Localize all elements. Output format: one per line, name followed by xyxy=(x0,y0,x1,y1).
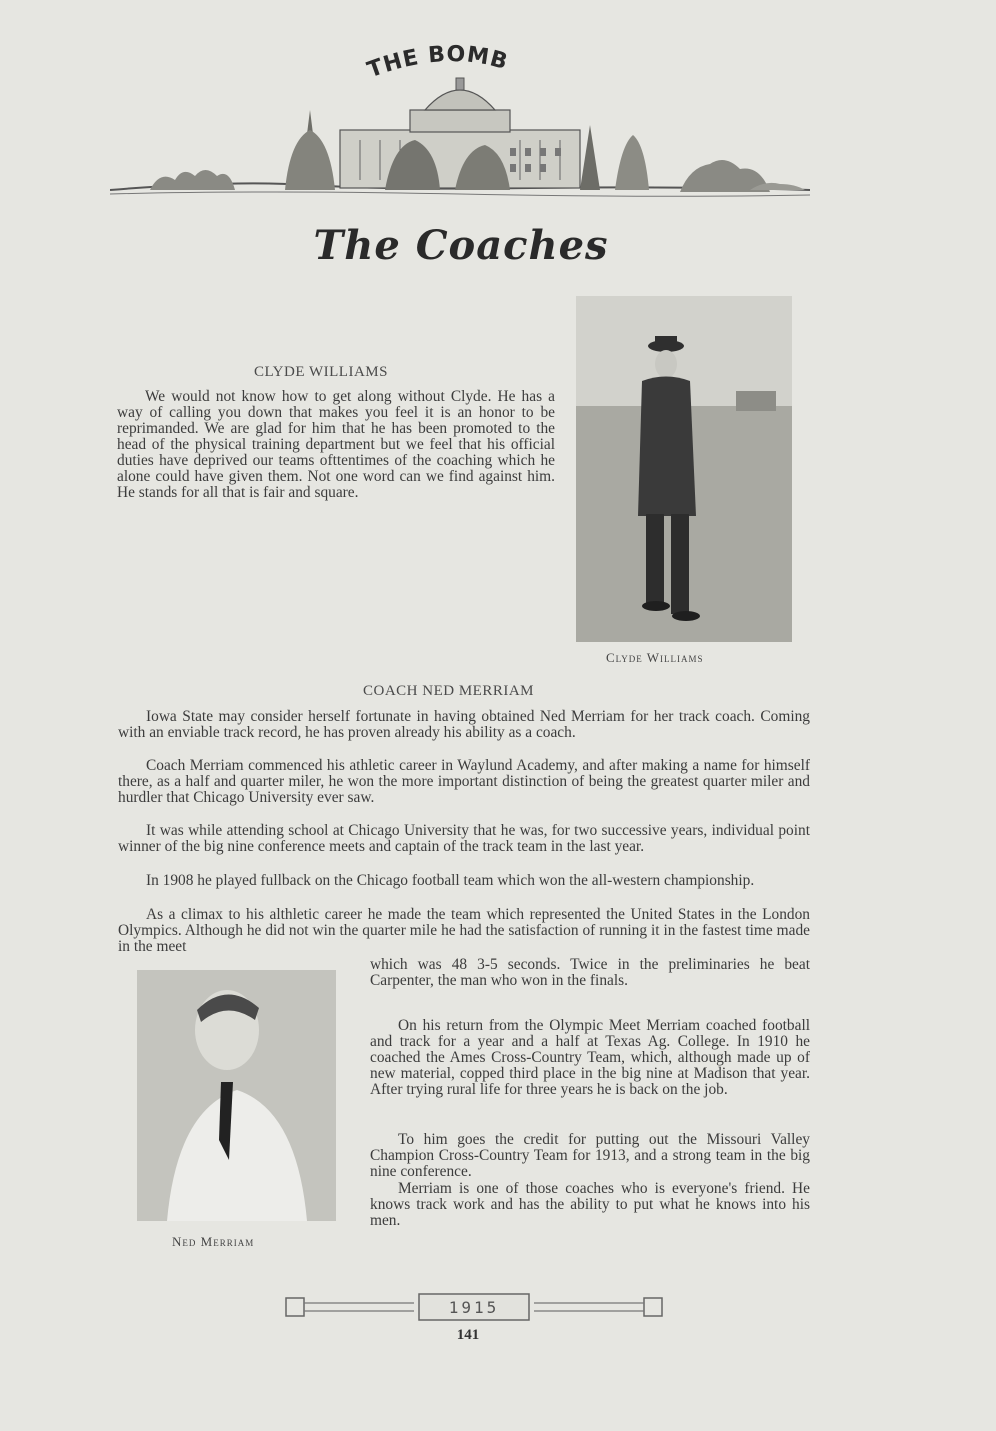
merriam-paragraph-2: Coach Merriam commenced his athletic career in Waylund Academy, and after making a name for himself there, as a half and quarter miler, he won the more important distinction of being the greatest quarter miler and hurdler that Chicago University ever saw. xyxy=(118,757,810,806)
ned-merriam-heading: COACH NED MERRIAM xyxy=(363,683,535,699)
merriam-paragraph-5-continued: which was 48 3-5 seconds. Twice in the preliminaries he beat Carpenter, the man who won in the finals. xyxy=(370,956,810,989)
merriam-paragraph-6: On his return from the Olympic Meet Merriam coached football and track for a year and a half at Texas Ag. College. In 1910 he coached the Ames Cross-Country Team, which, although made up of new material, copped third place in the big nine at Madison that year. After trying rural life for three years he is back on the job. xyxy=(370,1017,810,1098)
page-number: 141 xyxy=(456,1327,480,1343)
merriam-paragraph-7: To him goes the credit for putting out the Missouri Valley Champion Cross-Country Team for 1913, and a strong team in the big nine conference. xyxy=(370,1131,810,1180)
page-title: The Coaches xyxy=(313,222,609,269)
campus-building-illustration xyxy=(110,40,810,210)
clyde-williams-caption: Clyde Williams xyxy=(606,650,704,665)
merriam-paragraph-4: In 1908 he played fullback on the Chicago football team which won the all-western championship. xyxy=(146,872,755,889)
footer-year-banner xyxy=(284,1290,664,1322)
ned-merriam-caption: Ned Merriam xyxy=(172,1234,255,1249)
banner-year: 1915 xyxy=(448,1298,500,1317)
ned-merriam-figure xyxy=(137,970,336,1221)
year-banner-ornament xyxy=(284,1290,664,1322)
merriam-paragraph-5: As a climax to his althletic career he made the team which represented the United States in the London Olympics. Although he did not win the quarter mile he had the satisfaction of running it in the fastest time made in the meet xyxy=(118,906,810,955)
clyde-williams-heading: CLYDE WILLIAMS xyxy=(254,364,388,380)
masthead-illustration xyxy=(110,40,810,210)
clyde-williams-photo xyxy=(576,296,792,642)
merriam-paragraph-8: Merriam is one of those coaches who is everyone's friend. He knows track work and has the ability to put what he knows into his men. xyxy=(370,1180,810,1229)
masthead-title: THE BOMB xyxy=(364,41,511,84)
ned-merriam-photo xyxy=(137,970,336,1221)
clyde-williams-figure xyxy=(576,296,792,642)
merriam-paragraph-3: It was while attending school at Chicago University that he was, for two successive years, individual point winner of the big nine conference meets and captain of the track team in the last year. xyxy=(118,822,810,855)
merriam-paragraph-1: Iowa State may consider herself fortunate in having obtained Ned Merriam for her track coach. Coming with an enviable track record, he has proven already his ability as a coach. xyxy=(118,708,810,741)
clyde-williams-paragraph: We would not know how to get along without Clyde. He has a way of calling you down that makes you feel it is an honor to be reprimanded. We are glad for him that he has been promoted to the head of the physical training department but we feel that his official duties have deprived our teams ofttentimes of the coaching which he alone could have given them. Not one word can we find against him. He stands for all that is fair and square. xyxy=(117,388,555,501)
